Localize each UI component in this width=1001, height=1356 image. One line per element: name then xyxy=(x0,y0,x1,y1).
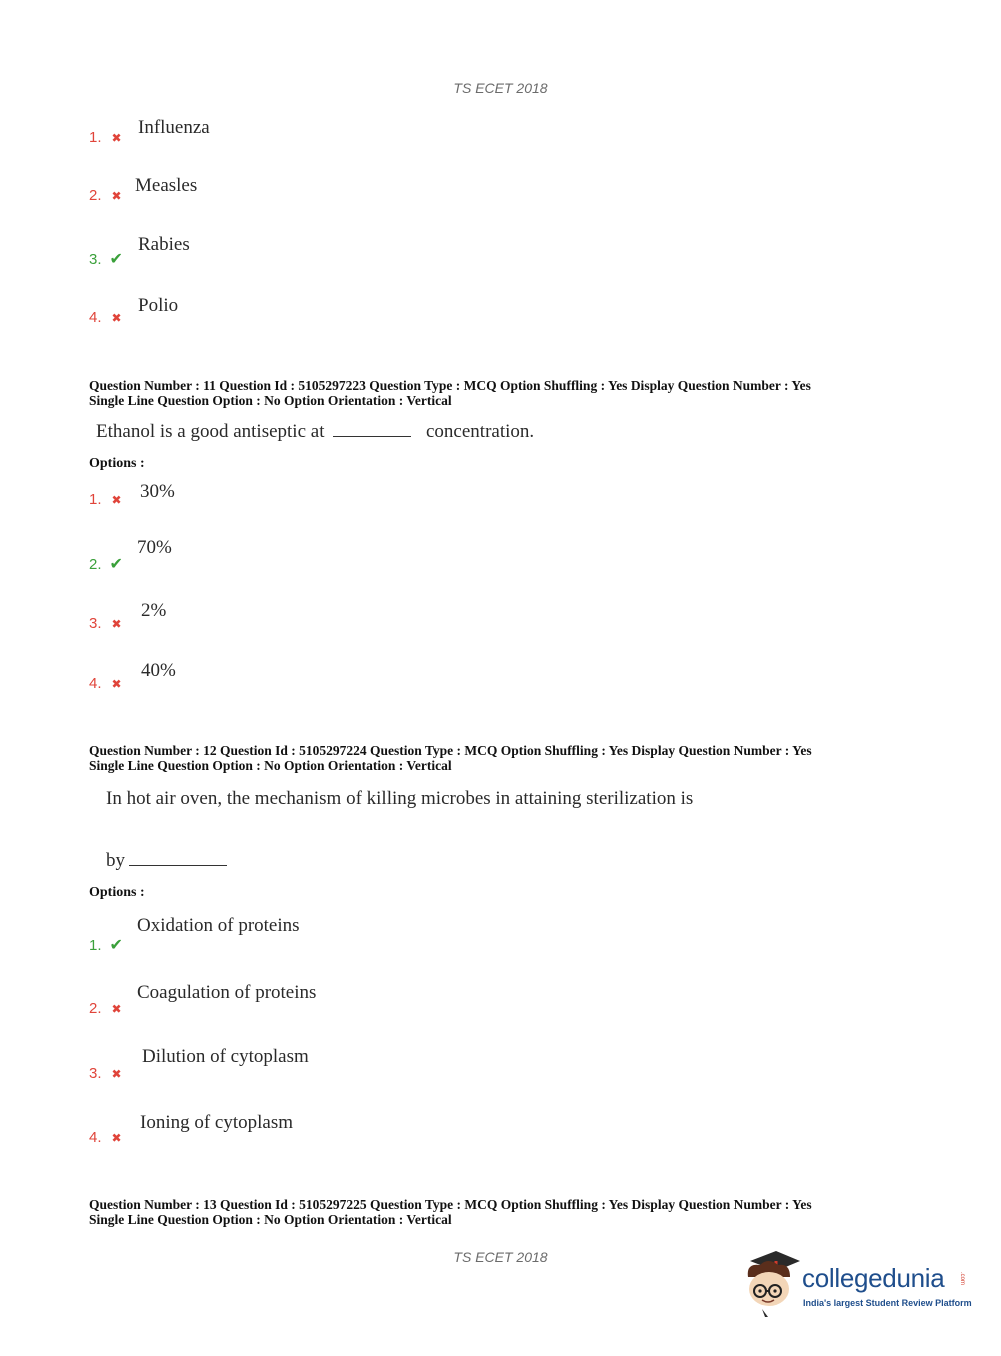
cross-mark-icon: ✖ xyxy=(111,677,122,691)
answer-blank xyxy=(333,436,411,437)
option-row xyxy=(89,249,123,269)
option-row xyxy=(89,935,123,955)
option-number: 2. xyxy=(89,1000,102,1017)
option-row xyxy=(89,129,122,147)
option-number: 4. xyxy=(89,309,102,326)
options-label: Options : xyxy=(89,456,145,471)
logo-wordmark: collegedunia xyxy=(802,1263,945,1293)
check-mark-icon: ✔ xyxy=(109,554,123,573)
option-row xyxy=(89,1000,122,1018)
page-header: TS ECET 2018 xyxy=(453,80,548,96)
option-number: 1. xyxy=(89,491,102,508)
option-text: 30% xyxy=(140,481,175,502)
collegedunia-logo xyxy=(742,1247,972,1319)
option-text: Oxidation of proteins xyxy=(137,915,300,936)
cross-mark-icon: ✖ xyxy=(111,131,122,145)
check-mark-icon: ✔ xyxy=(109,935,123,954)
option-number: 4. xyxy=(89,675,102,692)
question-meta-line1: Question Number : 11 Question Id : 5105297223 Question Type : MCQ Option Shuffling : Yes Display Question Number : Yes xyxy=(89,378,811,393)
question-text xyxy=(96,421,534,443)
question-text-line2 xyxy=(106,850,227,872)
option-text: Ioning of cytoplasm xyxy=(140,1112,294,1133)
option-row xyxy=(89,309,122,327)
option-row xyxy=(89,1129,122,1147)
option-row xyxy=(89,491,122,509)
question-text-line1: In hot air oven, the mechanism of killing microbes in attaining sterilization is xyxy=(106,788,694,809)
cross-mark-icon: ✖ xyxy=(111,617,122,631)
page-footer: TS ECET 2018 xyxy=(453,1249,548,1265)
option-text: Rabies xyxy=(138,234,190,255)
option-text: Polio xyxy=(138,295,179,316)
question-meta-line2: Single Line Question Option : No Option Orientation : Vertical xyxy=(89,1212,452,1227)
option-number: 1. xyxy=(89,937,102,954)
question-meta-line2: Single Line Question Option : No Option Orientation : Vertical xyxy=(89,393,452,408)
option-number: 3. xyxy=(89,251,102,268)
cross-mark-icon: ✖ xyxy=(111,1067,122,1081)
option-text: Measles xyxy=(135,175,198,196)
option-text: 40% xyxy=(141,660,176,681)
logo-com: .com xyxy=(959,1272,965,1286)
option-number: 3. xyxy=(89,615,102,632)
question-meta-line2: Single Line Question Option : No Option Orientation : Vertical xyxy=(89,758,452,773)
question-text-part2: concentration. xyxy=(425,421,535,442)
question-text-by: by xyxy=(106,850,125,871)
logo-tagline: India's largest Student Review Platform xyxy=(803,1298,972,1308)
option-row xyxy=(89,1065,122,1083)
option-number: 2. xyxy=(89,187,102,204)
option-number: 4. xyxy=(89,1129,102,1146)
cross-mark-icon: ✖ xyxy=(111,311,122,325)
option-row xyxy=(89,615,122,633)
option-text: 70% xyxy=(137,537,172,558)
cross-mark-icon: ✖ xyxy=(111,189,122,203)
option-number: 2. xyxy=(89,556,102,573)
cross-mark-icon: ✖ xyxy=(111,493,122,507)
answer-blank xyxy=(129,865,227,866)
cross-mark-icon: ✖ xyxy=(111,1002,122,1016)
option-row xyxy=(89,554,123,574)
cartoon-student-mascot-icon xyxy=(742,1247,804,1317)
option-text: Influenza xyxy=(138,117,210,138)
options-label: Options : xyxy=(89,885,145,900)
question-meta-line1: Question Number : 13 Question Id : 5105297225 Question Type : MCQ Option Shuffling : Yes Display Question Number : Yes xyxy=(89,1197,812,1212)
cross-mark-icon: ✖ xyxy=(111,1131,122,1145)
option-row xyxy=(89,187,122,205)
option-text: 2% xyxy=(141,600,167,621)
check-mark-icon: ✔ xyxy=(109,249,123,268)
option-text: Coagulation of proteins xyxy=(137,982,317,1003)
option-number: 3. xyxy=(89,1065,102,1082)
option-number: 1. xyxy=(89,129,102,146)
question-meta-line1: Question Number : 12 Question Id : 5105297224 Question Type : MCQ Option Shuffling : Yes Display Question Number : Yes xyxy=(89,743,812,758)
option-row xyxy=(89,675,122,693)
option-text: Dilution of cytoplasm xyxy=(142,1046,309,1067)
question-text-part1: Ethanol is a good antiseptic at xyxy=(96,421,325,442)
